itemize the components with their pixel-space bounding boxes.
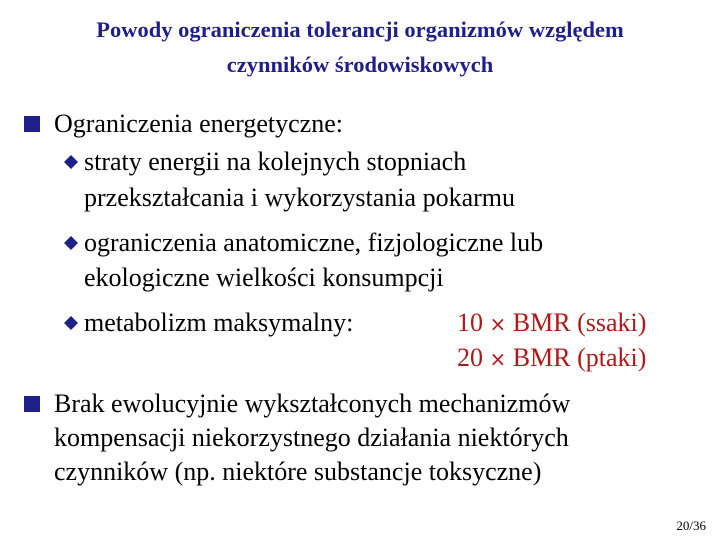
diamond-bullet-icon (64, 236, 78, 250)
bullet-2-line-3: czynników (np. niektóre substancje toksyczne) (54, 457, 542, 486)
square-bullet-icon (24, 396, 40, 412)
title-line-2: czynników środowiskowych (226, 52, 494, 77)
sub-2-line-1: ograniczenia anatomiczne, fizjologiczne lub (84, 228, 544, 257)
title-line-1: Powody ograniczenia tolerancji organizmów względem (96, 17, 624, 42)
page-number: 20/36 (676, 518, 706, 533)
diamond-bullet-icon (64, 155, 78, 169)
times-sign: × (489, 347, 507, 371)
square-bullet-icon (24, 116, 40, 132)
factor: 20 (457, 343, 483, 372)
unit: BMR (ptaki) (512, 343, 647, 372)
times-sign: × (489, 312, 507, 336)
sub-2-line-2: ekologiczne wielkości konsumpcji (84, 263, 444, 292)
sub-1-line-1: straty energii na kolejnych stopniach (84, 147, 467, 176)
factor: 10 (457, 308, 483, 337)
bullet-2-line-1: Brak ewolucyjnie wykształconych mechanizmów (54, 389, 571, 418)
metabolism-value-birds (457, 342, 646, 375)
bullet-1-text: Ograniczenia energetyczne: (54, 109, 343, 138)
bullet-2-line-2: kompensacji niekorzystnego działania niektórych (54, 423, 569, 452)
slide-title (0, 12, 720, 82)
metabolism-value-mammals (457, 307, 646, 340)
unit: BMR (ssaki) (512, 308, 647, 337)
diamond-bullet-icon (64, 316, 78, 330)
sub-3-lead: metabolizm maksymalny: (84, 308, 354, 337)
sub-1-line-2: przekształcania i wykorzystania pokarmu (84, 183, 515, 212)
